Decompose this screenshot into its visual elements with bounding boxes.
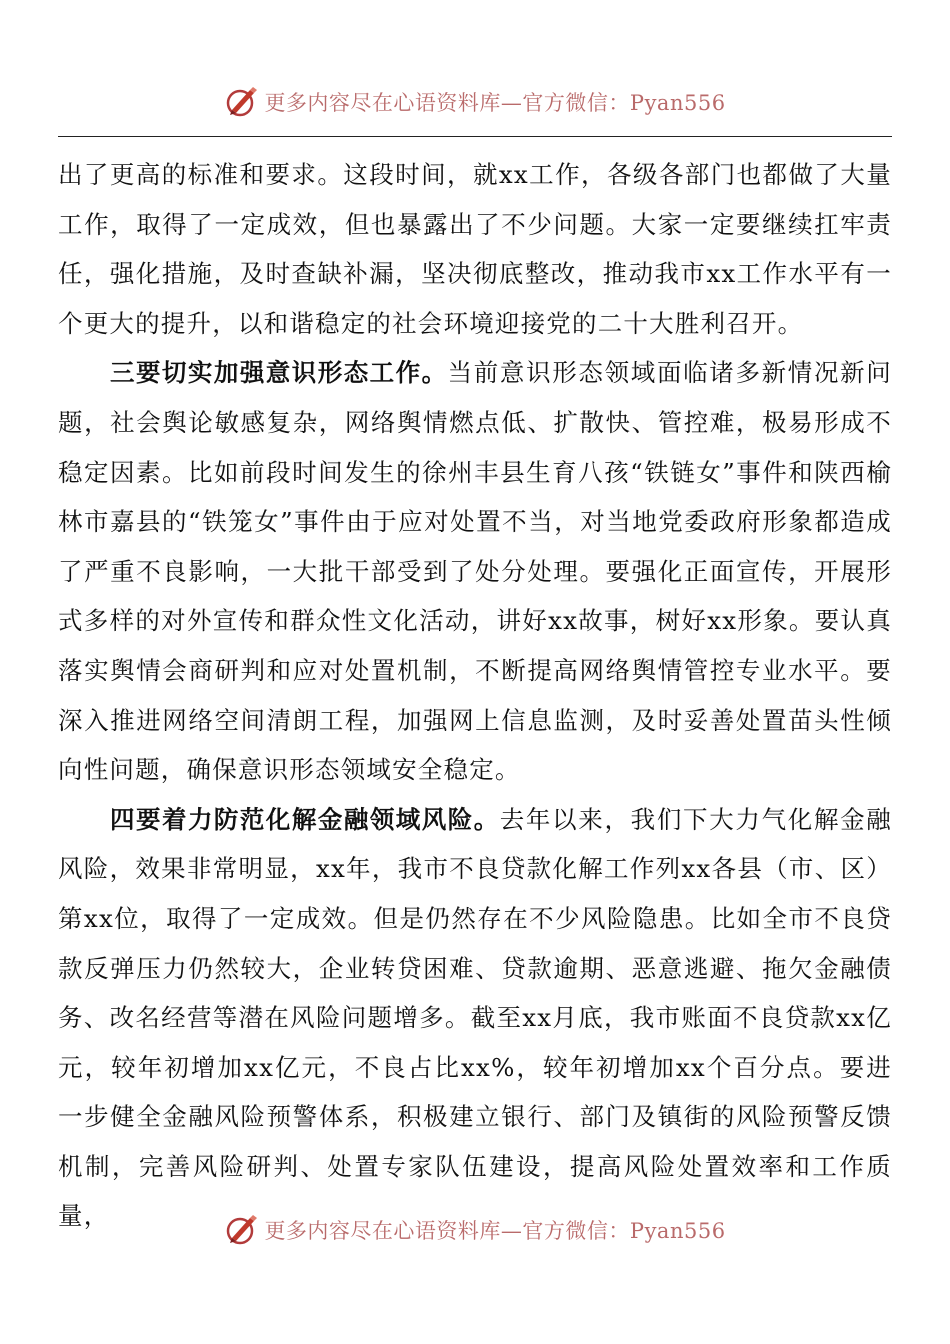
paragraph-1 — [58, 150, 892, 348]
header-watermark — [0, 80, 950, 124]
paragraph-text: 当前意识形态领域面临诸多新情况新问题，社会舆论敏感复杂，网络舆情燃点低、扩散快、管控难，极易形成不稳定因素。比如前段时间发生的徐州丰县生育八孩“铁链女”事件和陕西榆林市嘉县的“铁笼女”事件由于应对处置不当，对当地党委政府形象都造成了严重不良影响，一大批干部受到了处分处理。要强化正面宣传，开展形式多样的对外宣传和群众性文化活动，讲好xx故事，树好xx形象。要认真落实舆情会商研判和应对处置机制，不断提高网络舆情管控专业水平。要深入推进网络空间清朗工程，加强网上信息监测，及时妥善处置苗头性倾向性问题，确保意识形态领域安全稳定。 — [58, 358, 892, 785]
paragraph-heading: 三要切实加强意识形态工作。 — [110, 358, 448, 388]
paragraph-text: 出了更高的标准和要求。这段时间，就xx工作，各级各部门也都做了大量工作，取得了一定成效，但也暴露出了不少问题。大家一定要继续扛牢责任，强化措施，及时查缺补漏，坚决彻底整改，推动我市xx工作水平有一个更大的提升，以和谐稳定的社会环境迎接党的二十大胜利召开。 — [58, 160, 892, 338]
pen-seal-icon — [224, 1212, 260, 1248]
watermark-text: 更多内容尽在心语资料库—官方微信：Pyan556 — [264, 1219, 726, 1243]
paragraph-text: 去年以来，我们下大力气化解金融风险，效果非常明显，xx年，我市不良贷款化解工作列xx各县（市、区）第xx位，取得了一定成效。但是仍然存在不少风险隐患。比如全市不良贷款反弹压力仍然较大，企业转贷困难、贷款逾期、恶意逃避、拖欠金融债务、改名经营等潜在风险问题增多。截至xx月底，我市账面不良贷款xx亿元，较年初增加xx亿元，不良占比xx%，较年初增加xx个百分点。要进一步健全金融风险预警体系，积极建立银行、部门及镇街的风险预警反馈机制，完善风险研判、处置专家队伍建设，提高风险处置效率和工作质量， — [58, 804, 893, 1231]
paragraph-2 — [58, 348, 892, 794]
footer-watermark — [0, 1208, 950, 1252]
pen-seal-icon — [224, 84, 260, 120]
document-body — [58, 150, 892, 1241]
watermark-text: 更多内容尽在心语资料库—官方微信：Pyan556 — [264, 91, 726, 115]
paragraph-3 — [58, 795, 892, 1241]
header-divider — [58, 136, 892, 137]
paragraph-heading: 四要着力防范化解金融领域风险。 — [110, 804, 500, 834]
